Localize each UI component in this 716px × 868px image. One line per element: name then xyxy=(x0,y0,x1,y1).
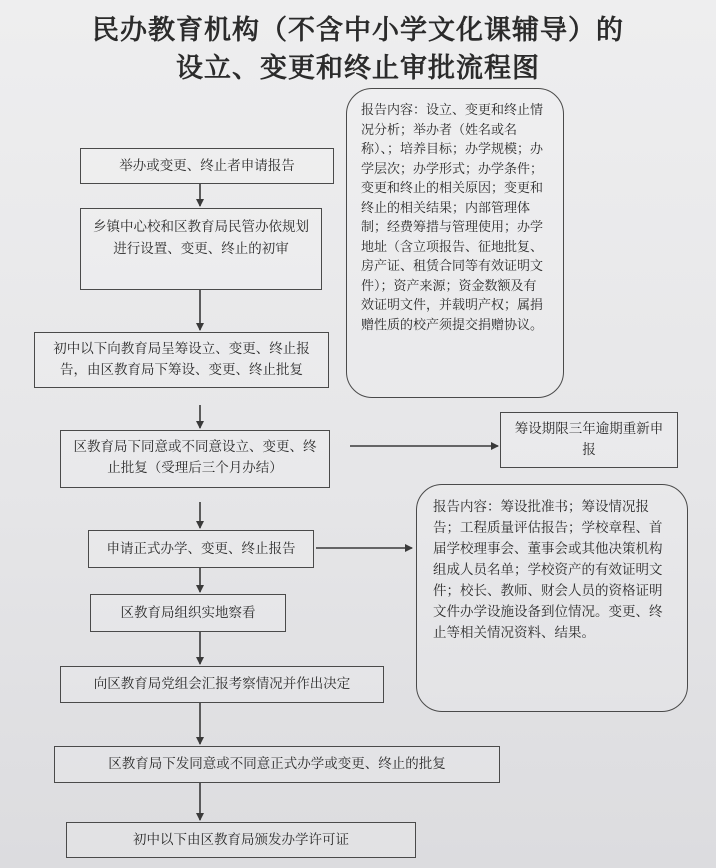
step-formal-approval-text: 区教育局下发同意或不同意正式办学或变更、终止的批复 xyxy=(108,756,446,772)
step-deadline-reapply-text: 筹设期限三年逾期重新申报 xyxy=(514,421,664,458)
step-party-report-text: 向区教育局党组会汇报考察情况并作出决定 xyxy=(93,676,351,692)
step-preparation-approval xyxy=(60,430,330,488)
note-preparation-report-contents-text: 报告内容：设立、变更和终止情况分析；举办者（姓名或名称）、；培养目标；办学规模；办学层次；办学形式；办学条件；变更和终止的相关原因；变更和终止的相关结果；内部管理体制；经费筹措与管理使用；办学地址（含立项报告、征地批复、房产证、租赁合同等有效证明文件）；资产来源；资金数额及有效证明文件，并载明产权；属捐赠性质的校产须提交捐赠协议。 xyxy=(361,103,544,333)
note-preparation-report-contents xyxy=(346,88,564,398)
step-deadline-reapply xyxy=(500,412,678,468)
step-preparation-approval-text: 区教育局下同意或不同意设立、变更、终止批复（受理后三个月办结） xyxy=(73,439,317,476)
step-formal-application-text: 申请正式办学、变更、终止报告 xyxy=(106,541,296,557)
step-issue-license-text: 初中以下由区教育局颁发办学许可证 xyxy=(133,832,349,848)
step-site-inspection-text: 区教育局组织实地察看 xyxy=(120,605,256,621)
note-formal-report-contents xyxy=(416,484,688,712)
step-party-report xyxy=(60,666,384,703)
page-title-line-1: 民办教育机构（不含中小学文化课辅导）的 xyxy=(92,15,624,46)
step-preparation-report xyxy=(34,332,329,388)
step-issue-license xyxy=(66,822,416,858)
step-formal-application xyxy=(88,530,314,568)
note-formal-report-contents-text: 报告内容：筹设批准书；筹设情况报告；工程质量评估报告；学校章程、首届学校理事会、董事会或其他决策机构组成人员名单；学校资产的有效证明文件；校长、教师、财会人员的资格证明文件办学设施设备到位情况。变更、终止等相关情况资料、结果。 xyxy=(433,499,663,641)
step-preliminary-review-text: 乡镇中心校和区教育局民管办依规划进行设置、变更、终止的初审 xyxy=(93,219,309,257)
step-formal-approval xyxy=(54,746,500,783)
step-apply-report-text: 举办或变更、终止者申请报告 xyxy=(119,158,295,174)
step-preparation-report-text: 初中以下向教育局呈筹设立、变更、终止报告，由区教育局下筹设、变更、终止批复 xyxy=(53,341,310,378)
step-preliminary-review xyxy=(80,208,322,290)
step-apply-report xyxy=(80,148,334,184)
step-site-inspection xyxy=(90,594,286,632)
page-title-line-2: 设立、变更和终止审批流程图 xyxy=(176,53,540,84)
